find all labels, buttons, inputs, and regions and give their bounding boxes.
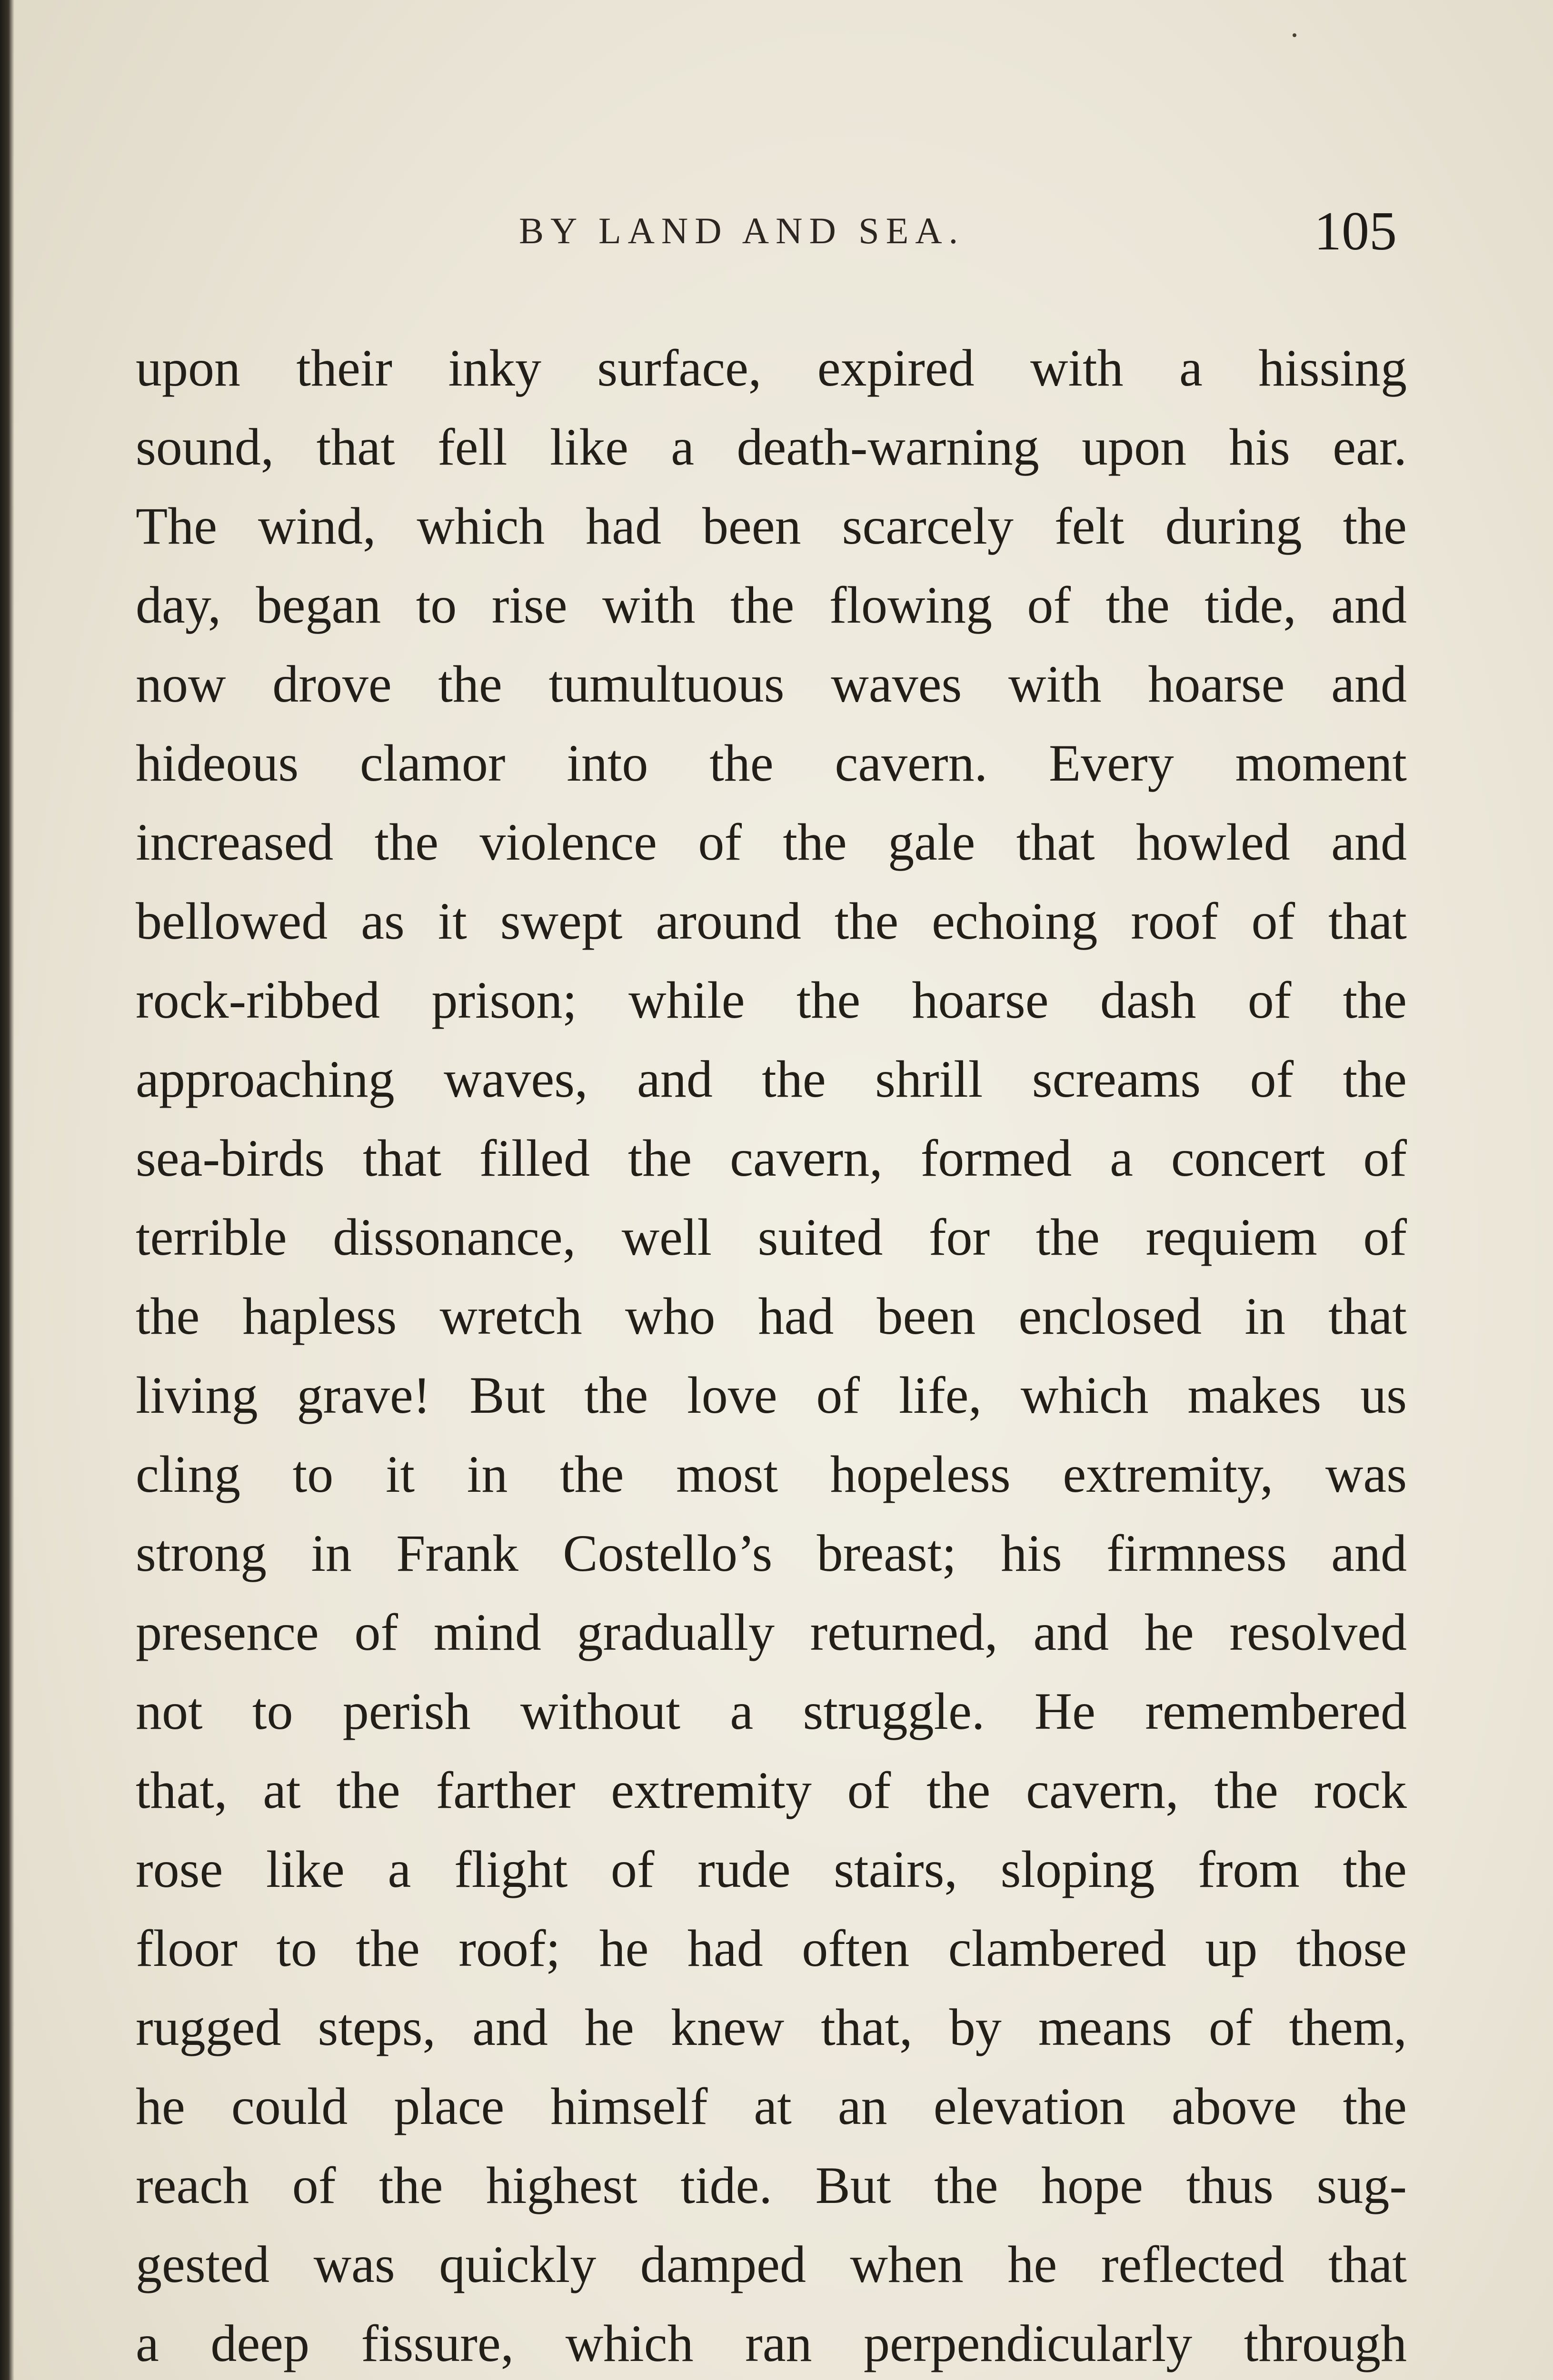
text-line: reach of the highest tide. But the hope thus sug- bbox=[136, 2156, 1407, 2214]
text-line: terrible dissonance, well suited for the requiem of bbox=[136, 1208, 1407, 1266]
text-line: now drove the tumultuous waves with hoarse and bbox=[136, 655, 1407, 713]
text-line: cling to it in the most hopeless extremity, was bbox=[136, 1445, 1407, 1503]
paper-speck bbox=[1293, 33, 1296, 37]
text-line: bellowed as it swept around the echoing roof of that bbox=[136, 892, 1407, 950]
text-line: that, at the farther extremity of the cavern, the rock bbox=[136, 1761, 1407, 1819]
text-line: strong in Frank Costello’s breast; his firmness and bbox=[136, 1524, 1407, 1582]
text-line: living grave! But the love of life, which makes us bbox=[136, 1366, 1407, 1424]
text-line: rugged steps, and he knew that, by means of them, bbox=[136, 1998, 1407, 2056]
text-line: presence of mind gradually returned, and he resolved bbox=[136, 1603, 1407, 1661]
text-line: the hapless wretch who had been enclosed in that bbox=[136, 1287, 1407, 1345]
text-line: approaching waves, and the shrill screams of the bbox=[136, 1050, 1407, 1108]
text-line: rose like a flight of rude stairs, sloping from the bbox=[136, 1840, 1407, 1898]
text-line: he could place himself at an elevation above the bbox=[136, 2077, 1407, 2135]
text-line: sea-birds that filled the cavern, formed a concert of bbox=[136, 1129, 1407, 1187]
text-line: rock-ribbed prison; while the hoarse dash of the bbox=[136, 971, 1407, 1029]
text-line: upon their inky surface, expired with a hissing bbox=[136, 339, 1407, 397]
running-head: BY LAND AND SEA. bbox=[519, 210, 965, 251]
body-text bbox=[136, 328, 1407, 2380]
text-line: hideous clamor into the cavern. Every moment bbox=[136, 734, 1407, 792]
text-line: not to perish without a struggle. He remembered bbox=[136, 1682, 1407, 1740]
text-line: floor to the roof; he had often clambered up those bbox=[136, 1919, 1407, 1977]
page-gutter-shadow bbox=[0, 0, 14, 2380]
text-line: sound, that fell like a death-warning upon his ear. bbox=[136, 418, 1407, 476]
text-line: increased the violence of the gale that howled and bbox=[136, 813, 1407, 871]
text-line: day, began to rise with the flowing of the tide, and bbox=[136, 576, 1407, 634]
text-line: The wind, which had been scarcely felt during the bbox=[136, 497, 1407, 555]
page-number: 105 bbox=[1314, 201, 1397, 262]
text-line: gested was quickly damped when he reflected that bbox=[136, 2235, 1407, 2293]
text-line: a deep fissure, which ran perpendicularly through bbox=[136, 2314, 1407, 2372]
